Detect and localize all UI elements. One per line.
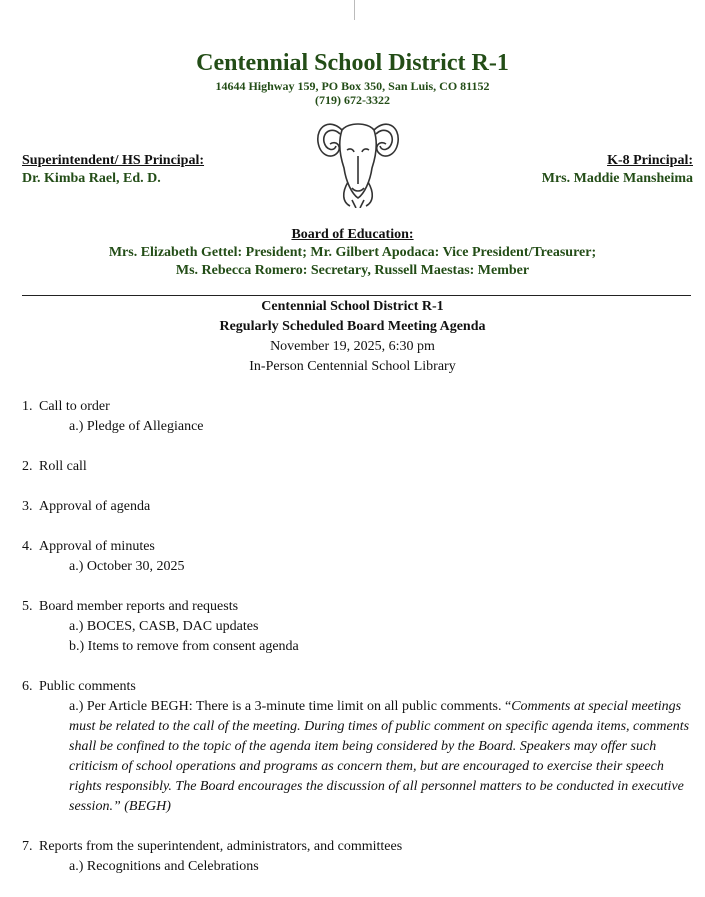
agenda-item-label: Public comments <box>39 679 136 694</box>
ram-head-icon <box>312 112 404 208</box>
header-rule <box>22 295 691 296</box>
k8-principal-name: Mrs. Maddie Mansheima <box>541 171 693 186</box>
superintendent-name: Dr. Kimba Rael, Ed. D. <box>22 171 161 186</box>
board-members-line-1: Mrs. Elizabeth Gettel: President; Mr. Gilbert Apodaca: Vice President/Treasurer; <box>108 245 597 260</box>
agenda-item-number: 1. <box>22 399 33 414</box>
agenda-item <box>22 677 692 817</box>
agenda-subitem: a.) Pledge of Allegiance <box>69 419 204 434</box>
agenda-subitem: a.) Recognitions and Celebrations <box>69 859 259 874</box>
agenda-item-number: 4. <box>22 539 33 554</box>
agenda-item-number: 6. <box>22 679 33 694</box>
agenda-location: In-Person Centennial School Library <box>249 359 456 374</box>
board-members-line-2: Ms. Rebecca Romero: Secretary, Russell Maestas: Member <box>175 263 530 278</box>
public-comment-quote: Comments at special meetings must be related to the call of the meeting. During times of public comment on specific agenda items, comments shall be confined to the topic of the agenda item being considered by the Board. Speakers may offer such criticism of school operations and programs as concern them, but are encouraged to exercise their speech rights responsibly. The Board encourages the discussion of all personnel matters to be conducted in executive session. <box>69 699 690 814</box>
district-address: 14644 Highway 159, PO Box 350, San Luis, CO 81152 <box>215 79 490 93</box>
agenda-subitem: b.) Items to remove from consent agenda <box>69 639 299 654</box>
district-name: Centennial School District R-1 <box>196 50 509 76</box>
agenda-item <box>22 397 692 437</box>
agenda-subitem: a.) October 30, 2025 <box>69 559 185 574</box>
k8-principal-title: K-8 Principal: <box>607 153 693 168</box>
agenda-item-number: 2. <box>22 459 33 474</box>
agenda-item <box>22 497 692 517</box>
page-divider-mark <box>354 0 355 20</box>
public-comment-tail: ” (BEGH) <box>112 799 171 814</box>
agenda-item-number: 7. <box>22 839 33 854</box>
agenda-item-number: 5. <box>22 599 33 614</box>
district-phone: (719) 672-3322 <box>315 93 390 107</box>
public-comment-policy <box>22 697 692 817</box>
agenda-subitem: a.) BOCES, CASB, DAC updates <box>69 619 259 634</box>
agenda-item <box>22 837 692 877</box>
agenda-org: Centennial School District R-1 <box>261 299 444 314</box>
district-address-block <box>0 79 705 107</box>
agenda-title: Regularly Scheduled Board Meeting Agenda <box>219 319 486 334</box>
agenda-item-label: Approval of agenda <box>39 499 151 514</box>
agenda-item <box>22 597 692 657</box>
agenda-date: November 19, 2025, 6:30 pm <box>270 339 435 354</box>
agenda-item-label: Call to order <box>39 399 110 414</box>
public-comment-lead: a.) Per Article BEGH: There is a 3-minute time limit on all public comments. “ <box>69 699 512 714</box>
agenda-item-label: Roll call <box>39 459 87 474</box>
superintendent-title: Superintendent/ HS Principal: <box>22 153 205 168</box>
agenda-item <box>22 457 692 477</box>
agenda-item-label: Board member reports and requests <box>39 599 239 614</box>
agenda-item-label: Approval of minutes <box>39 539 155 554</box>
agenda-item-label: Reports from the superintendent, administrators, and committees <box>39 839 403 854</box>
agenda-item-number: 3. <box>22 499 33 514</box>
board-title: Board of Education: <box>291 227 414 242</box>
agenda-items <box>22 397 692 897</box>
agenda-item <box>22 537 692 577</box>
